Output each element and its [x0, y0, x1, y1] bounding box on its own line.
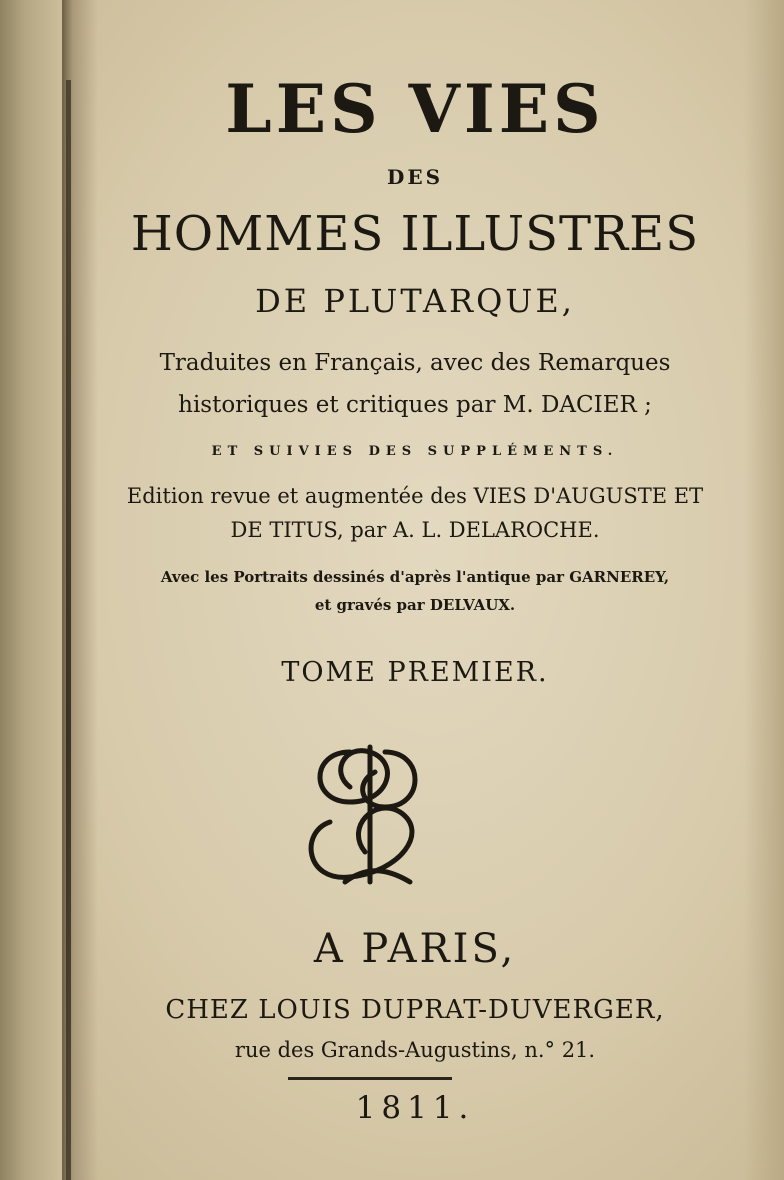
address-line: rue des Grands-Augustins, n.° 21. [234, 1038, 596, 1062]
edition-line-2: DE TITUS, par A. L. DELAROCHE. [230, 518, 600, 542]
volume-label: TOME PREMIER. [281, 657, 549, 688]
title-line-1: LES VIES [225, 70, 605, 148]
translation-line-1: Traduites en Français, avec des Remarques [159, 350, 671, 376]
page-edge [744, 0, 784, 1180]
spine-shadow [66, 80, 71, 1180]
supplements-line: ET SUIVIES DES SUPPLÉMENTS. [211, 444, 619, 459]
monogram-icon [290, 732, 450, 892]
portraits-line-1: Avec les Portraits dessinés d'après l'antique par GARNEREY, [160, 568, 670, 586]
portraits-line-2: et gravés par DELVAUX. [314, 596, 516, 614]
publisher-line: CHEZ LOUIS DUPRAT-DUVERGER, [165, 995, 665, 1025]
year-line: 1811. [355, 1090, 475, 1126]
divider-rule [288, 1077, 452, 1080]
title-line-2: DES [386, 165, 444, 189]
translation-line-2: historiques et critiques par M. DACIER ; [178, 392, 652, 418]
book-binding [0, 0, 62, 1180]
title-line-4: DE PLUTARQUE, [255, 282, 575, 320]
edition-line-1: Edition revue et augmentée des VIES D'AUGUSTE ET [126, 484, 704, 508]
title-line-3: HOMMES ILLUSTRES [130, 206, 700, 262]
place-line: A PARIS, [313, 926, 517, 972]
